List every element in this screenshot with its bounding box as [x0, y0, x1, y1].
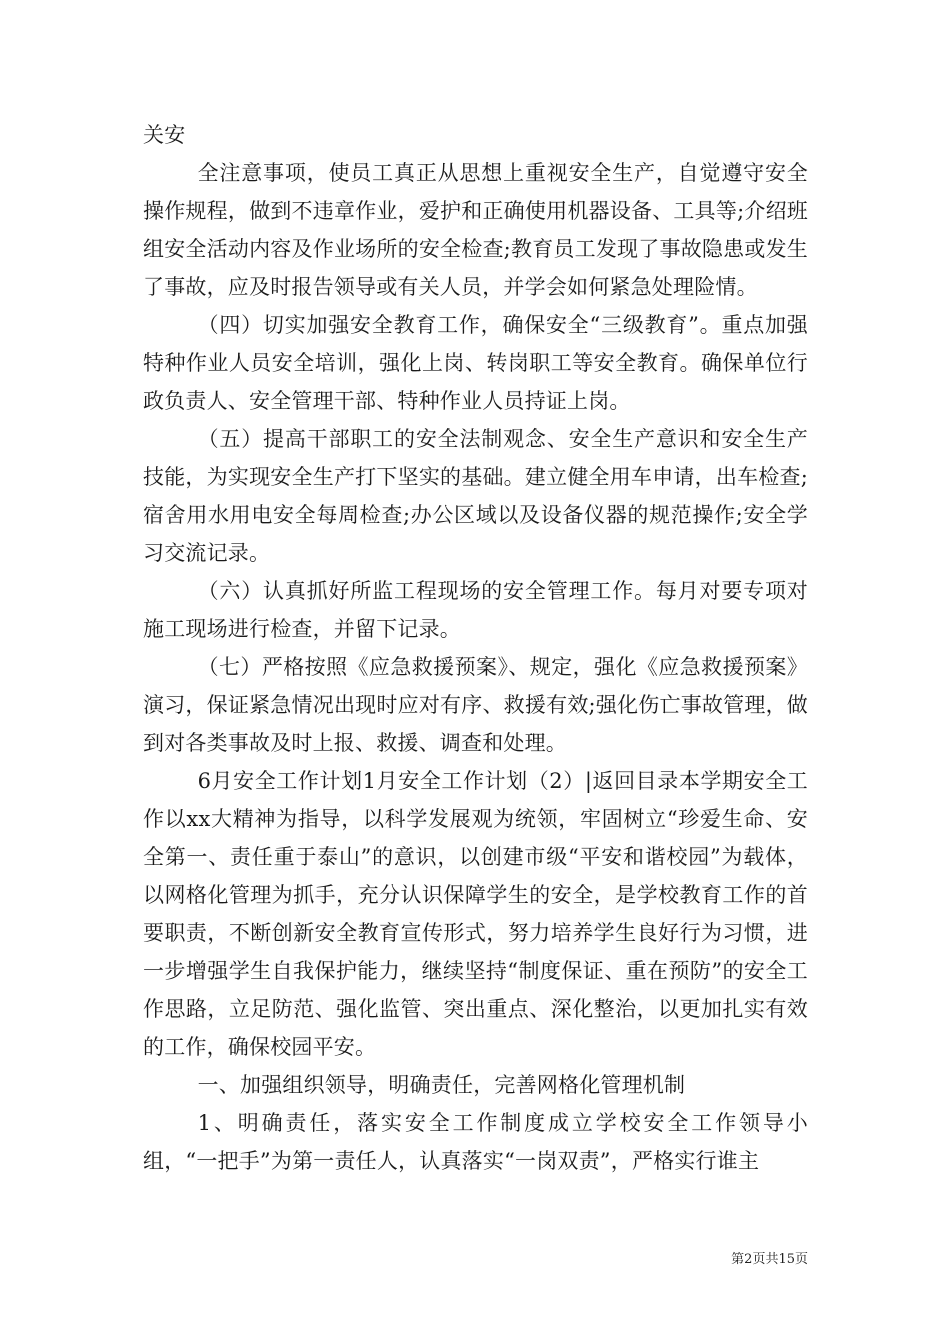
- paragraph-0: 关安: [143, 123, 186, 147]
- paragraph-6: 6月安全工作计划1月安全工作计划（2）|返回目录本学期安全工作以xx大精神为指导，以科学发展观为统领，牢固树立“珍爱生命、安全第一、责任重于泰山”的意识，以创建市级“平安和谐校园”为载体，以网格化管理为抓手，充分认识保障学生的安全，是学校教育工作的首要职责，不断创新安全教育宣传形式，努力培养学生良好行为习惯，进一步增强学生自我保护能力，继续坚持“制度保证、重在预防”的安全工作思路，立足防范、强化监管、突出重点、深化整治，以更加扎实有效的工作，确保校园平安。: [143, 769, 808, 1059]
- paragraph-5: （七）严格按照《应急救援预案》、规定，强化《应急救援预案》演习，保证紧急情况出现时应对有序、救援有效;强化伤亡事故管理，做到对各类事故及时上报、救援、调查和处理。: [143, 655, 808, 755]
- paragraph-4: （六）认真抓好所监工程现场的安全管理工作。每月对要专项对施工现场进行检查，并留下记录。: [143, 579, 808, 641]
- paragraph-2: （四）切实加强安全教育工作，确保安全“三级教育”。重点加强特种作业人员安全培训，强化上岗、转岗职工等安全教育。确保单位行政负责人、安全管理干部、特种作业人员持证上岗。: [143, 313, 808, 413]
- paragraph-1: 全注意事项，使员工真正从思想上重视安全生产，自觉遵守安全操作规程，做到不违章作业，爱护和正确使用机器设备、工具等;介绍班组安全活动内容及作业场所的安全检查;教育员工发现了事故隐患或发生了事故，应及时报告领导或有关人员，并学会如何紧急处理险情。: [143, 161, 808, 299]
- paragraph-3: （五）提高干部职工的安全法制观念、安全生产意识和安全生产技能，为实现安全生产打下坚实的基础。建立健全用车申请，出车检查;宿舍用水用电安全每周检查;办公区域以及设备仪器的规范操作;安全学习交流记录。: [143, 427, 808, 565]
- page-number: 第2页共15页: [731, 1252, 808, 1267]
- paragraph-7: 一、加强组织领导，明确责任，完善网格化管理机制: [197, 1073, 686, 1097]
- document-body: [143, 116, 808, 1180]
- paragraph-8: 1、明确责任，落实安全工作制度成立学校安全工作领导小组，“一把手”为第一责任人，认真落实“一岗双责”，严格实行谁主: [143, 1111, 808, 1173]
